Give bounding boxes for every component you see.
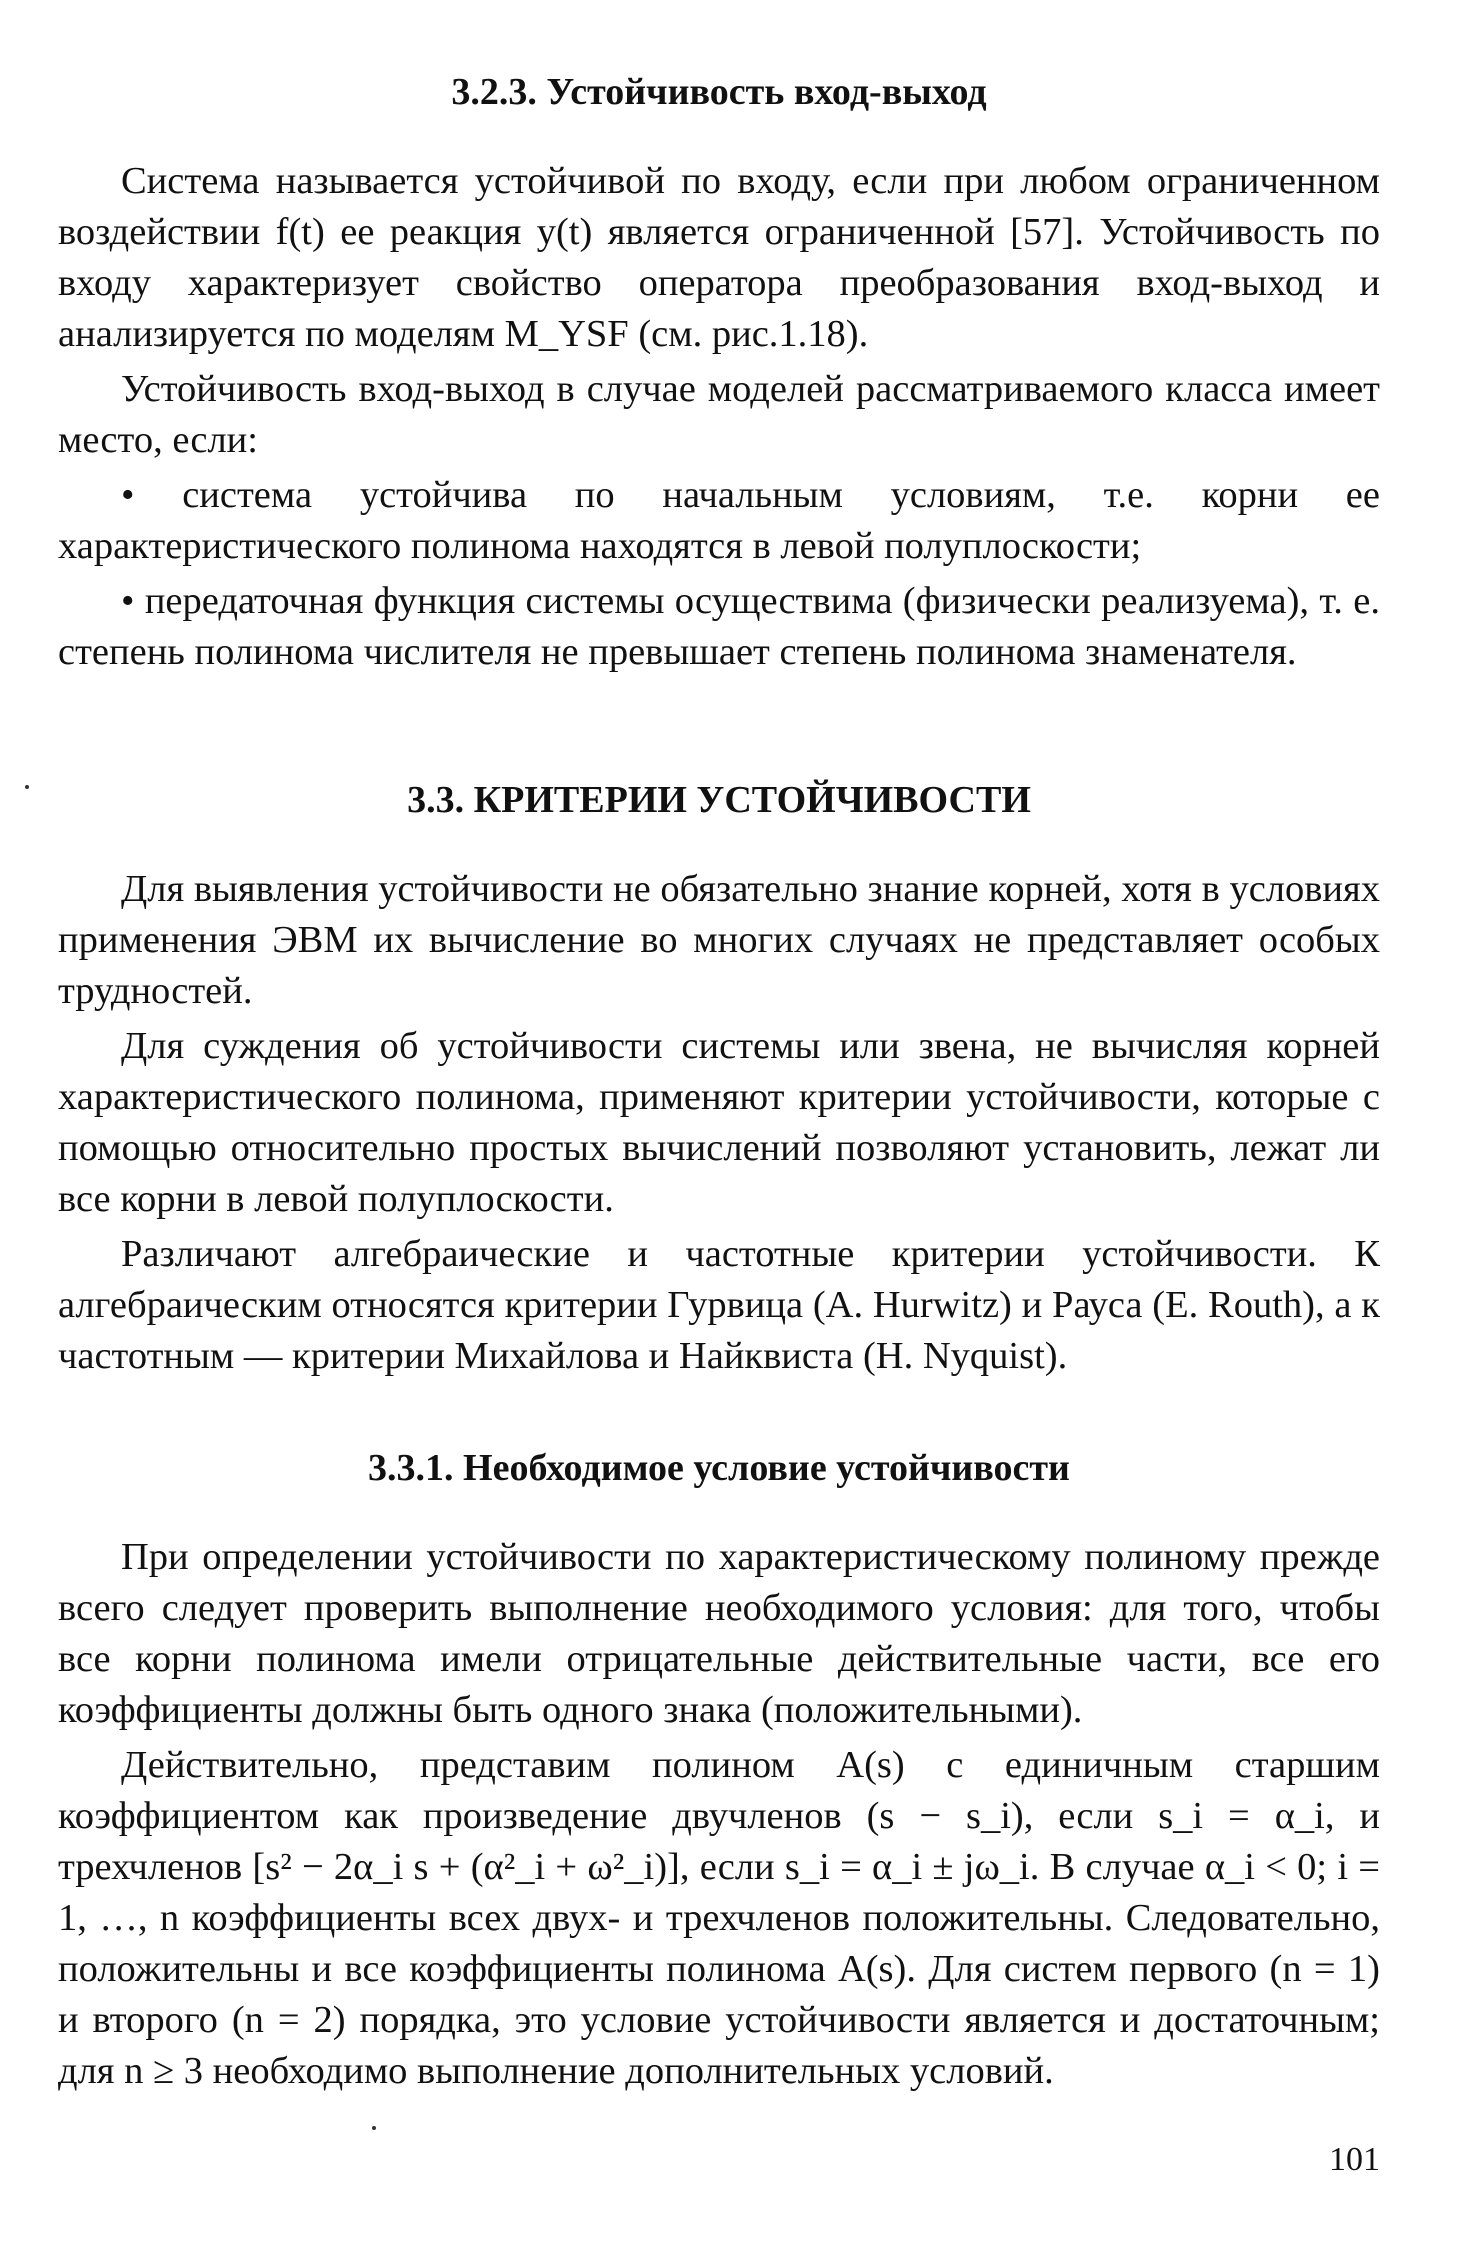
section-heading-3-3: 3.3. КРИТЕРИИ УСТОЙЧИВОСТИ bbox=[407, 779, 1031, 821]
section-heading-3-2-3: 3.2.3. Устойчивость вход-выход bbox=[451, 71, 987, 113]
paragraph: Различают алгебраические и частотные критерии устойчивости. К алгебраическим относятся критерии Гурвица (A. Hurwitz) и Рауса (E. Routh), а к частотным — критерии Михайлова и Найквиста (H. Nyquist). bbox=[58, 1233, 1380, 1377]
paragraph: Система называется устойчивой по входу, если при любом ограниченном воздействии f(t) ее реакция y(t) является ограниченной [57]. Устойчивость по входу характеризует свойство оператора преобразования вход-выход и анализируется по моделям M_YSF (см. рис.1.18). bbox=[58, 160, 1380, 355]
paragraph: Для выявления устойчивости не обязательно знание корней, хотя в условиях применения ЭВМ их вычисление во многих случаях не представляет особых трудностей. bbox=[58, 868, 1380, 1012]
paragraph: Действительно, представим полином A(s) с единичным старшим коэффициентом как произведение двучленов (s − s_i), если s_i = α_i, и трехчленов [s² − 2α_i s + (α²_i + ω²_i)], если s_i = α_i ± jω_i. В случае α_i < 0; i = 1, …, n коэффициенты всех двух- и трехчленов положительны. Следовательно, положительны и все коэффициенты полинома A(s). Для систем первого (n = 1) и второго (n = 2) порядка, это условие устойчивости является и достаточным; для n ≥ 3 необходимо выполнение дополнительных условий. bbox=[58, 1744, 1380, 2092]
paragraph: При определении устойчивости по характеристическому полиному прежде всего следует проверить выполнение необходимого условия: для того, чтобы все корни полинома имели отрицательные действительные части, все его коэффициенты должны быть одного знака (положительными). bbox=[58, 1536, 1380, 1731]
paragraph: Для суждения об устойчивости системы или звена, не вычисляя корней характеристического полинома, применяют критерии устойчивости, которые с помощью относительно простых вычислений позволяют установить, лежат ли все корни в левой полуплоскости. bbox=[58, 1025, 1380, 1220]
bullet-item: • передаточная функция системы осуществима (физически реализуема), т. е. степень полинома числителя не превышает степень полинома знаменателя. bbox=[58, 580, 1380, 673]
section-heading-3-3-1: 3.3.1. Необходимое условие устойчивости bbox=[368, 1447, 1070, 1489]
scan-speck bbox=[25, 785, 29, 789]
bullet-item: • система устойчива по начальным условиям, т.е. корни ее характеристического полинома находятся в левой полуплоскости; bbox=[58, 474, 1380, 567]
paragraph: Устойчивость вход-выход в случае моделей рассматриваемого класса имеет место, если: bbox=[58, 368, 1380, 461]
page-number: 101 bbox=[1329, 2141, 1380, 2178]
scan-speck bbox=[372, 2126, 376, 2130]
